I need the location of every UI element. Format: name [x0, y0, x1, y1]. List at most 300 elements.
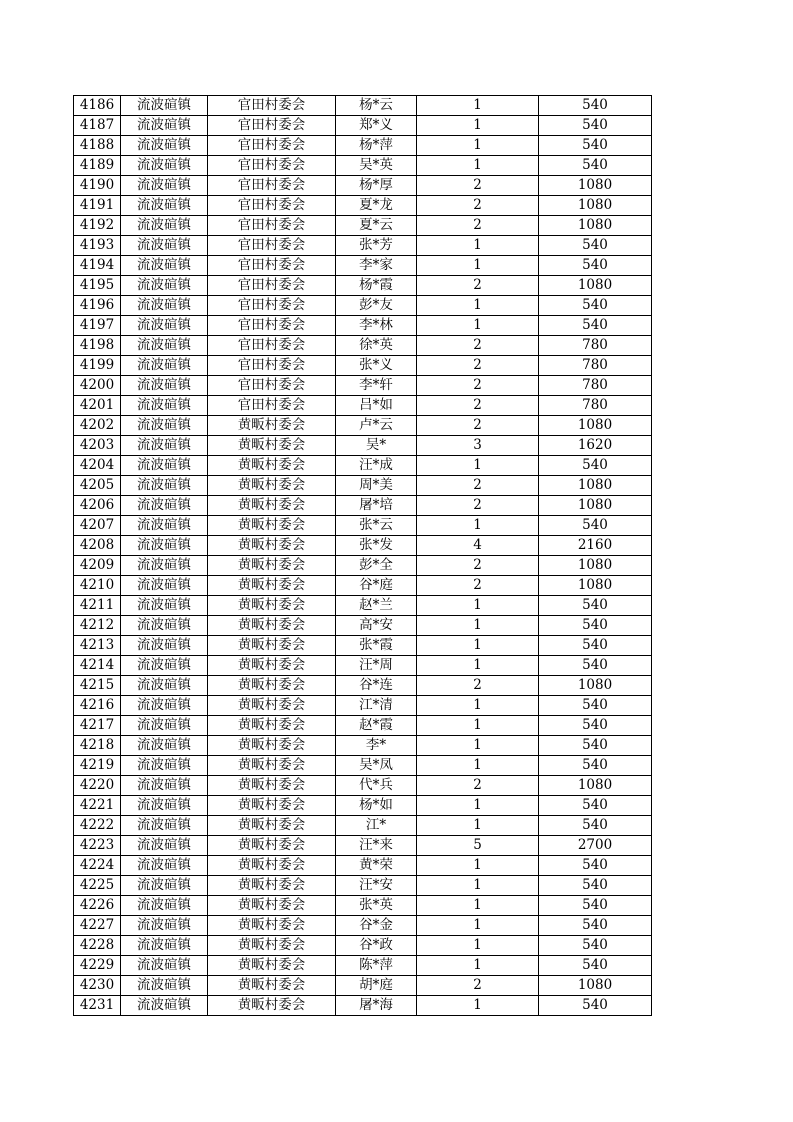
row-number-cell: 4218 [74, 736, 121, 756]
table-row [74, 536, 652, 556]
row-number-cell: 4201 [74, 396, 121, 416]
amount-cell: 780 [539, 396, 652, 416]
amount-cell: 540 [539, 656, 652, 676]
name-cell: 杨*云 [336, 96, 417, 116]
table-row [74, 836, 652, 856]
count-cell: 1 [417, 936, 539, 956]
amount-cell: 1080 [539, 676, 652, 696]
row-number-cell: 4213 [74, 636, 121, 656]
table-row [74, 496, 652, 516]
table-row [74, 236, 652, 256]
town-cell: 流波碹镇 [121, 356, 208, 376]
count-cell: 1 [417, 256, 539, 276]
table-row [74, 256, 652, 276]
count-cell: 1 [417, 116, 539, 136]
name-cell: 周*美 [336, 476, 417, 496]
amount-cell: 540 [539, 716, 652, 736]
town-cell: 流波碹镇 [121, 776, 208, 796]
name-cell: 李* [336, 736, 417, 756]
town-cell: 流波碹镇 [121, 716, 208, 736]
table-row [74, 596, 652, 616]
name-cell: 汪*安 [336, 876, 417, 896]
row-number-cell: 4212 [74, 616, 121, 636]
village-cell: 黄畈村委会 [208, 556, 336, 576]
name-cell: 郑*义 [336, 116, 417, 136]
row-number-cell: 4192 [74, 216, 121, 236]
amount-cell: 1080 [539, 976, 652, 996]
town-cell: 流波碹镇 [121, 656, 208, 676]
amount-cell: 1080 [539, 216, 652, 236]
amount-cell: 2700 [539, 836, 652, 856]
village-cell: 黄畈村委会 [208, 716, 336, 736]
count-cell: 2 [417, 396, 539, 416]
row-number-cell: 4230 [74, 976, 121, 996]
name-cell: 李*家 [336, 256, 417, 276]
town-cell: 流波碹镇 [121, 596, 208, 616]
amount-cell: 540 [539, 256, 652, 276]
name-cell: 张*云 [336, 516, 417, 536]
village-cell: 黄畈村委会 [208, 796, 336, 816]
row-number-cell: 4211 [74, 596, 121, 616]
count-cell: 5 [417, 836, 539, 856]
village-cell: 官田村委会 [208, 356, 336, 376]
row-number-cell: 4189 [74, 156, 121, 176]
table-body [74, 96, 652, 1016]
amount-cell: 1080 [539, 276, 652, 296]
village-cell: 黄畈村委会 [208, 456, 336, 476]
amount-cell: 540 [539, 156, 652, 176]
town-cell: 流波碹镇 [121, 676, 208, 696]
count-cell: 1 [417, 616, 539, 636]
village-cell: 官田村委会 [208, 96, 336, 116]
town-cell: 流波碹镇 [121, 796, 208, 816]
town-cell: 流波碹镇 [121, 136, 208, 156]
amount-cell: 540 [539, 236, 652, 256]
amount-cell: 540 [539, 756, 652, 776]
count-cell: 2 [417, 196, 539, 216]
row-number-cell: 4227 [74, 916, 121, 936]
name-cell: 屠*海 [336, 996, 417, 1016]
table-row [74, 136, 652, 156]
row-number-cell: 4214 [74, 656, 121, 676]
village-cell: 黄畈村委会 [208, 596, 336, 616]
amount-cell: 540 [539, 116, 652, 136]
count-cell: 1 [417, 916, 539, 936]
name-cell: 张*霞 [336, 636, 417, 656]
amount-cell: 1080 [539, 176, 652, 196]
name-cell: 吴*英 [336, 156, 417, 176]
town-cell: 流波碹镇 [121, 556, 208, 576]
row-number-cell: 4198 [74, 336, 121, 356]
town-cell: 流波碹镇 [121, 456, 208, 476]
table-row [74, 376, 652, 396]
town-cell: 流波碹镇 [121, 496, 208, 516]
table-row [74, 716, 652, 736]
row-number-cell: 4216 [74, 696, 121, 716]
village-cell: 黄畈村委会 [208, 856, 336, 876]
town-cell: 流波碹镇 [121, 216, 208, 236]
town-cell: 流波碹镇 [121, 316, 208, 336]
amount-cell: 540 [539, 636, 652, 656]
count-cell: 1 [417, 516, 539, 536]
row-number-cell: 4188 [74, 136, 121, 156]
village-cell: 黄畈村委会 [208, 916, 336, 936]
table-row [74, 276, 652, 296]
village-cell: 官田村委会 [208, 156, 336, 176]
count-cell: 1 [417, 996, 539, 1016]
town-cell: 流波碹镇 [121, 236, 208, 256]
count-cell: 2 [417, 976, 539, 996]
village-cell: 官田村委会 [208, 136, 336, 156]
table-row [74, 296, 652, 316]
name-cell: 江*清 [336, 696, 417, 716]
amount-cell: 540 [539, 936, 652, 956]
row-number-cell: 4196 [74, 296, 121, 316]
name-cell: 陈*萍 [336, 956, 417, 976]
table-row [74, 876, 652, 896]
name-cell: 汪*成 [336, 456, 417, 476]
count-cell: 1 [417, 876, 539, 896]
village-cell: 官田村委会 [208, 296, 336, 316]
table-row [74, 176, 652, 196]
name-cell: 夏*云 [336, 216, 417, 236]
count-cell: 2 [417, 496, 539, 516]
row-number-cell: 4197 [74, 316, 121, 336]
table-row [74, 636, 652, 656]
count-cell: 1 [417, 636, 539, 656]
count-cell: 2 [417, 416, 539, 436]
name-cell: 杨*如 [336, 796, 417, 816]
name-cell: 杨*萍 [336, 136, 417, 156]
village-cell: 黄畈村委会 [208, 516, 336, 536]
table-row [74, 676, 652, 696]
village-cell: 黄畈村委会 [208, 876, 336, 896]
table-row [74, 816, 652, 836]
count-cell: 2 [417, 556, 539, 576]
row-number-cell: 4226 [74, 896, 121, 916]
town-cell: 流波碹镇 [121, 96, 208, 116]
table-row [74, 476, 652, 496]
village-cell: 黄畈村委会 [208, 496, 336, 516]
count-cell: 1 [417, 136, 539, 156]
row-number-cell: 4222 [74, 816, 121, 836]
table-row [74, 996, 652, 1016]
count-cell: 2 [417, 776, 539, 796]
row-number-cell: 4202 [74, 416, 121, 436]
table-row [74, 396, 652, 416]
amount-cell: 540 [539, 516, 652, 536]
row-number-cell: 4191 [74, 196, 121, 216]
count-cell: 1 [417, 156, 539, 176]
name-cell: 徐*英 [336, 336, 417, 356]
name-cell: 夏*龙 [336, 196, 417, 216]
table-row [74, 696, 652, 716]
row-number-cell: 4221 [74, 796, 121, 816]
town-cell: 流波碹镇 [121, 836, 208, 856]
town-cell: 流波碹镇 [121, 976, 208, 996]
table-row [74, 216, 652, 236]
table-row [74, 96, 652, 116]
table-row [74, 736, 652, 756]
village-cell: 黄畈村委会 [208, 616, 336, 636]
village-cell: 官田村委会 [208, 376, 336, 396]
amount-cell: 540 [539, 296, 652, 316]
name-cell: 黄*荣 [336, 856, 417, 876]
row-number-cell: 4203 [74, 436, 121, 456]
count-cell: 1 [417, 236, 539, 256]
town-cell: 流波碹镇 [121, 196, 208, 216]
amount-cell: 540 [539, 596, 652, 616]
town-cell: 流波碹镇 [121, 996, 208, 1016]
village-cell: 黄畈村委会 [208, 576, 336, 596]
row-number-cell: 4186 [74, 96, 121, 116]
town-cell: 流波碹镇 [121, 436, 208, 456]
table-row [74, 456, 652, 476]
amount-cell: 1080 [539, 556, 652, 576]
count-cell: 2 [417, 216, 539, 236]
village-cell: 黄畈村委会 [208, 816, 336, 836]
row-number-cell: 4231 [74, 996, 121, 1016]
amount-cell: 780 [539, 356, 652, 376]
count-cell: 1 [417, 956, 539, 976]
count-cell: 1 [417, 896, 539, 916]
amount-cell: 1080 [539, 576, 652, 596]
count-cell: 2 [417, 476, 539, 496]
count-cell: 1 [417, 456, 539, 476]
town-cell: 流波碹镇 [121, 756, 208, 776]
row-number-cell: 4204 [74, 456, 121, 476]
name-cell: 杨*霞 [336, 276, 417, 296]
table-row [74, 156, 652, 176]
name-cell: 张*发 [336, 536, 417, 556]
village-cell: 黄畈村委会 [208, 636, 336, 656]
village-cell: 黄畈村委会 [208, 736, 336, 756]
town-cell: 流波碹镇 [121, 176, 208, 196]
table-row [74, 336, 652, 356]
amount-cell: 1080 [539, 496, 652, 516]
amount-cell: 540 [539, 856, 652, 876]
name-cell: 吕*如 [336, 396, 417, 416]
village-cell: 黄畈村委会 [208, 696, 336, 716]
row-number-cell: 4224 [74, 856, 121, 876]
town-cell: 流波碹镇 [121, 936, 208, 956]
table-row [74, 516, 652, 536]
name-cell: 张*英 [336, 896, 417, 916]
town-cell: 流波碹镇 [121, 516, 208, 536]
count-cell: 2 [417, 276, 539, 296]
name-cell: 张*义 [336, 356, 417, 376]
count-cell: 1 [417, 656, 539, 676]
town-cell: 流波碹镇 [121, 736, 208, 756]
table-row [74, 116, 652, 136]
village-cell: 黄畈村委会 [208, 776, 336, 796]
town-cell: 流波碹镇 [121, 696, 208, 716]
count-cell: 1 [417, 716, 539, 736]
town-cell: 流波碹镇 [121, 336, 208, 356]
town-cell: 流波碹镇 [121, 876, 208, 896]
row-number-cell: 4215 [74, 676, 121, 696]
table-row [74, 436, 652, 456]
town-cell: 流波碹镇 [121, 916, 208, 936]
row-number-cell: 4199 [74, 356, 121, 376]
town-cell: 流波碹镇 [121, 396, 208, 416]
count-cell: 1 [417, 856, 539, 876]
name-cell: 张*芳 [336, 236, 417, 256]
town-cell: 流波碹镇 [121, 276, 208, 296]
table-row [74, 756, 652, 776]
amount-cell: 1080 [539, 196, 652, 216]
name-cell: 彭*全 [336, 556, 417, 576]
table-row [74, 416, 652, 436]
amount-cell: 540 [539, 316, 652, 336]
village-cell: 黄畈村委会 [208, 956, 336, 976]
town-cell: 流波碹镇 [121, 816, 208, 836]
town-cell: 流波碹镇 [121, 116, 208, 136]
amount-cell: 780 [539, 336, 652, 356]
amount-cell: 540 [539, 876, 652, 896]
count-cell: 2 [417, 336, 539, 356]
table-row [74, 796, 652, 816]
count-cell: 3 [417, 436, 539, 456]
village-cell: 黄畈村委会 [208, 996, 336, 1016]
count-cell: 2 [417, 576, 539, 596]
village-cell: 官田村委会 [208, 256, 336, 276]
row-number-cell: 4223 [74, 836, 121, 856]
name-cell: 高*安 [336, 616, 417, 636]
count-cell: 4 [417, 536, 539, 556]
name-cell: 汪*周 [336, 656, 417, 676]
amount-cell: 1620 [539, 436, 652, 456]
row-number-cell: 4205 [74, 476, 121, 496]
amount-cell: 540 [539, 616, 652, 636]
count-cell: 2 [417, 176, 539, 196]
name-cell: 胡*庭 [336, 976, 417, 996]
village-cell: 官田村委会 [208, 216, 336, 236]
count-cell: 2 [417, 676, 539, 696]
village-cell: 黄畈村委会 [208, 676, 336, 696]
count-cell: 1 [417, 596, 539, 616]
amount-cell: 540 [539, 736, 652, 756]
name-cell: 谷*金 [336, 916, 417, 936]
village-cell: 官田村委会 [208, 396, 336, 416]
amount-cell: 780 [539, 376, 652, 396]
amount-cell: 540 [539, 916, 652, 936]
name-cell: 吴*凤 [336, 756, 417, 776]
count-cell: 1 [417, 736, 539, 756]
row-number-cell: 4206 [74, 496, 121, 516]
town-cell: 流波碹镇 [121, 856, 208, 876]
table-row [74, 196, 652, 216]
name-cell: 赵*霞 [336, 716, 417, 736]
row-number-cell: 4208 [74, 536, 121, 556]
amount-cell: 540 [539, 996, 652, 1016]
village-cell: 黄畈村委会 [208, 976, 336, 996]
town-cell: 流波碹镇 [121, 616, 208, 636]
village-cell: 黄畈村委会 [208, 836, 336, 856]
row-number-cell: 4220 [74, 776, 121, 796]
name-cell: 谷*连 [336, 676, 417, 696]
town-cell: 流波碹镇 [121, 376, 208, 396]
amount-cell: 540 [539, 796, 652, 816]
count-cell: 2 [417, 376, 539, 396]
row-number-cell: 4210 [74, 576, 121, 596]
table-row [74, 776, 652, 796]
amount-cell: 540 [539, 96, 652, 116]
table-row [74, 976, 652, 996]
town-cell: 流波碹镇 [121, 536, 208, 556]
town-cell: 流波碹镇 [121, 956, 208, 976]
table-row [74, 656, 652, 676]
row-number-cell: 4195 [74, 276, 121, 296]
village-cell: 官田村委会 [208, 336, 336, 356]
count-cell: 1 [417, 316, 539, 336]
row-number-cell: 4209 [74, 556, 121, 576]
row-number-cell: 4228 [74, 936, 121, 956]
village-cell: 官田村委会 [208, 276, 336, 296]
village-cell: 黄畈村委会 [208, 656, 336, 676]
row-number-cell: 4219 [74, 756, 121, 776]
table-row [74, 856, 652, 876]
table-row [74, 556, 652, 576]
row-number-cell: 4207 [74, 516, 121, 536]
town-cell: 流波碹镇 [121, 416, 208, 436]
row-number-cell: 4217 [74, 716, 121, 736]
row-number-cell: 4190 [74, 176, 121, 196]
town-cell: 流波碹镇 [121, 576, 208, 596]
amount-cell: 540 [539, 136, 652, 156]
village-cell: 官田村委会 [208, 176, 336, 196]
amount-cell: 540 [539, 816, 652, 836]
town-cell: 流波碹镇 [121, 296, 208, 316]
amount-cell: 1080 [539, 476, 652, 496]
village-cell: 黄畈村委会 [208, 896, 336, 916]
amount-cell: 1080 [539, 776, 652, 796]
village-cell: 黄畈村委会 [208, 436, 336, 456]
name-cell: 谷*庭 [336, 576, 417, 596]
data-table [73, 95, 652, 1016]
row-number-cell: 4229 [74, 956, 121, 976]
village-cell: 黄畈村委会 [208, 416, 336, 436]
town-cell: 流波碹镇 [121, 156, 208, 176]
town-cell: 流波碹镇 [121, 256, 208, 276]
count-cell: 1 [417, 756, 539, 776]
village-cell: 官田村委会 [208, 196, 336, 216]
table-row [74, 916, 652, 936]
table-row [74, 356, 652, 376]
village-cell: 黄畈村委会 [208, 756, 336, 776]
row-number-cell: 4193 [74, 236, 121, 256]
table-row [74, 616, 652, 636]
count-cell: 1 [417, 296, 539, 316]
row-number-cell: 4225 [74, 876, 121, 896]
name-cell: 李*轩 [336, 376, 417, 396]
name-cell: 江* [336, 816, 417, 836]
name-cell: 谷*政 [336, 936, 417, 956]
table-row [74, 316, 652, 336]
amount-cell: 540 [539, 696, 652, 716]
village-cell: 黄畈村委会 [208, 536, 336, 556]
table-row [74, 936, 652, 956]
count-cell: 2 [417, 356, 539, 376]
name-cell: 李*林 [336, 316, 417, 336]
name-cell: 屠*培 [336, 496, 417, 516]
table-row [74, 576, 652, 596]
name-cell: 代*兵 [336, 776, 417, 796]
amount-cell: 540 [539, 456, 652, 476]
table-row [74, 956, 652, 976]
amount-cell: 1080 [539, 416, 652, 436]
count-cell: 1 [417, 696, 539, 716]
